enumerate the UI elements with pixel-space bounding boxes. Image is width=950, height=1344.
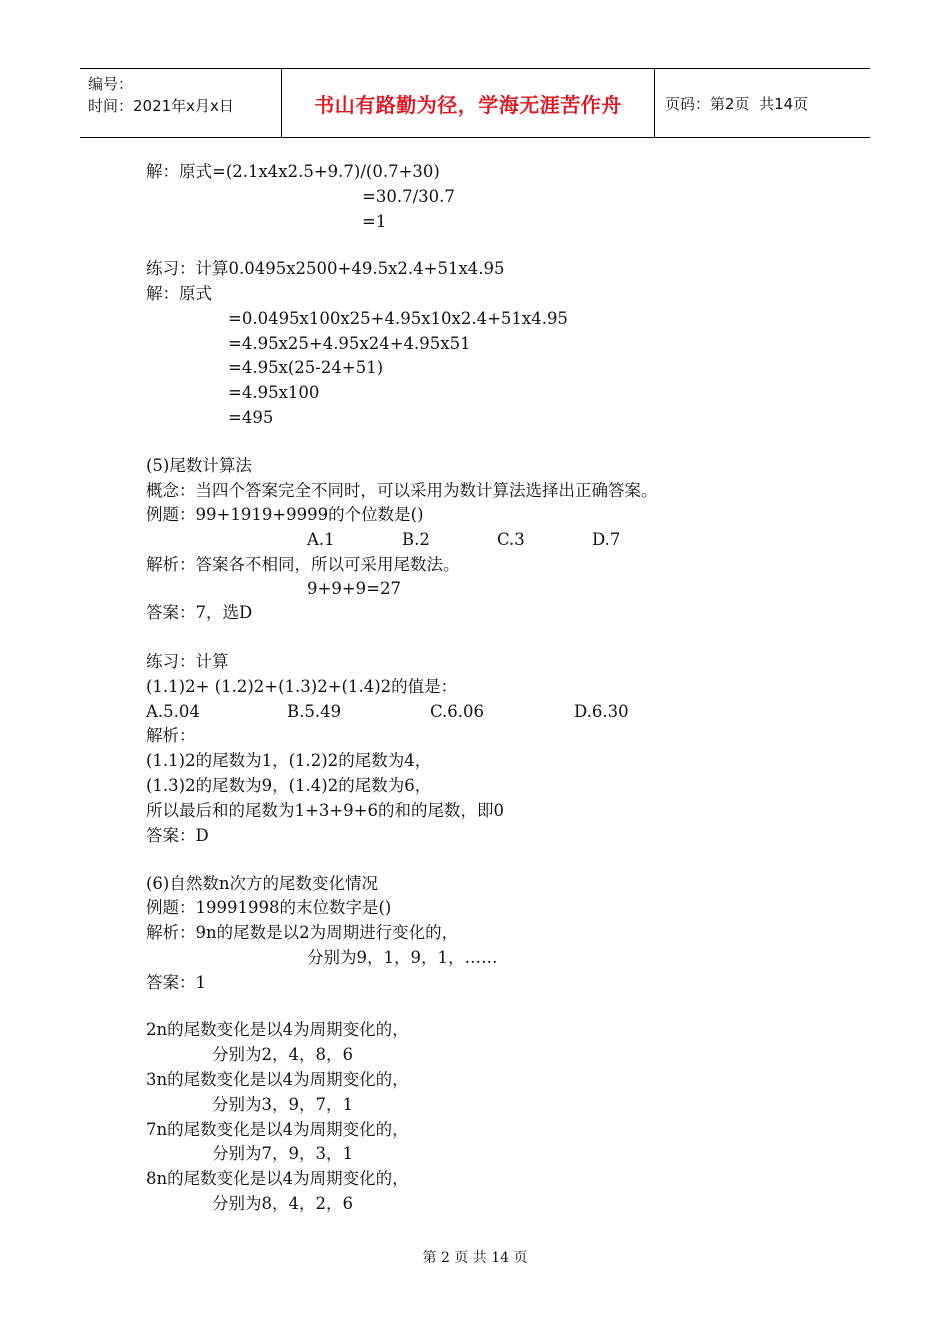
text-line: 例题：99+1919+9999的个位数是() bbox=[146, 505, 424, 524]
page-footer bbox=[0, 1247, 950, 1267]
footer-page-number: 第 2 页 共 14 页 bbox=[422, 1250, 528, 1266]
text-line: 答案：7，选D bbox=[146, 603, 253, 622]
text-line: (1.1)2+ (1.2)2+(1.3)2+(1.4)2的值是： bbox=[146, 677, 458, 696]
text-line: =0.0495x100x25+4.95x10x2.4+51x4.95 bbox=[228, 309, 568, 328]
text-line: 分别为9，1，9，1，…… bbox=[307, 948, 498, 967]
text-line: 分别为2，4，8，6 bbox=[212, 1045, 353, 1064]
text-line: 解：原式 bbox=[146, 284, 212, 303]
answer-option: C.6.06 bbox=[430, 702, 485, 721]
text-line: =4.95x100 bbox=[228, 383, 320, 402]
answer-option: D.7 bbox=[592, 530, 621, 549]
section-heading: (5)尾数计算法 bbox=[146, 456, 252, 475]
text-line: 分别为3，9，7，1 bbox=[212, 1095, 353, 1114]
page-label: 页码：第2页 共14页 bbox=[665, 94, 809, 113]
text-line: 7n的尾数变化是以4为周期变化的， bbox=[146, 1120, 409, 1139]
answer-option: A.5.04 bbox=[146, 702, 200, 721]
text-line: =1 bbox=[362, 212, 387, 231]
text-line: (1.1)2的尾数为1，(1.2)2的尾数为4， bbox=[146, 751, 432, 770]
text-line: 概念：当四个答案完全不同时，可以采用为数计算法选择出正确答案。 bbox=[146, 481, 658, 500]
text-line: 分别为8，4，2，6 bbox=[212, 1194, 353, 1213]
text-line: 9+9+9=27 bbox=[307, 579, 401, 598]
text-line: =30.7/30.7 bbox=[362, 187, 455, 206]
text-line: (1.3)2的尾数为9，(1.4)2的尾数为6， bbox=[146, 776, 432, 795]
text-line: 所以最后和的尾数为1+3+9+6的和的尾数，即0 bbox=[146, 801, 504, 820]
text-line: 3n的尾数变化是以4为周期变化的， bbox=[146, 1070, 409, 1089]
text-line: 2n的尾数变化是以4为周期变化的， bbox=[146, 1020, 409, 1039]
answer-option: B.2 bbox=[402, 530, 430, 549]
text-line: 8n的尾数变化是以4为周期变化的， bbox=[146, 1169, 409, 1188]
text-line: =4.95x25+4.95x24+4.95x51 bbox=[228, 334, 471, 353]
text-line: 解：原式=(2.1x4x2.5+9.7)/(0.7+30) bbox=[146, 162, 440, 181]
text-line: 练习：计算 bbox=[146, 652, 229, 671]
answer-option: A.1 bbox=[307, 530, 335, 549]
text-line: 解析：答案各不相同，所以可采用尾数法。 bbox=[146, 555, 460, 574]
answer-option: D.6.30 bbox=[574, 702, 629, 721]
answer-option: C.3 bbox=[497, 530, 525, 549]
text-line: 分别为7，9，3，1 bbox=[212, 1144, 353, 1163]
text-line: 例题：19991998的末位数字是() bbox=[146, 898, 392, 917]
text-line: 答案：1 bbox=[146, 973, 206, 992]
text-line: 练习：计算0.0495x2500+49.5x2.4+51x4.95 bbox=[146, 259, 505, 278]
section-heading: (6)自然数n次方的尾数变化情况 bbox=[146, 874, 378, 893]
text-line: =4.95x(25-24+51) bbox=[228, 358, 384, 377]
answer-option: B.5.49 bbox=[287, 702, 342, 721]
date-label: 时间：2021年x月x日 bbox=[88, 97, 234, 115]
text-line: 解析：9n的尾数是以2为周期进行变化的， bbox=[146, 923, 459, 942]
motto: 书山有路勤为径，学海无涯苦作舟 bbox=[314, 92, 622, 117]
text-line: =495 bbox=[228, 408, 274, 427]
text-line: 解析： bbox=[146, 726, 196, 745]
serial-label: 编号： bbox=[88, 75, 134, 93]
text-line: 答案：D bbox=[146, 826, 209, 845]
